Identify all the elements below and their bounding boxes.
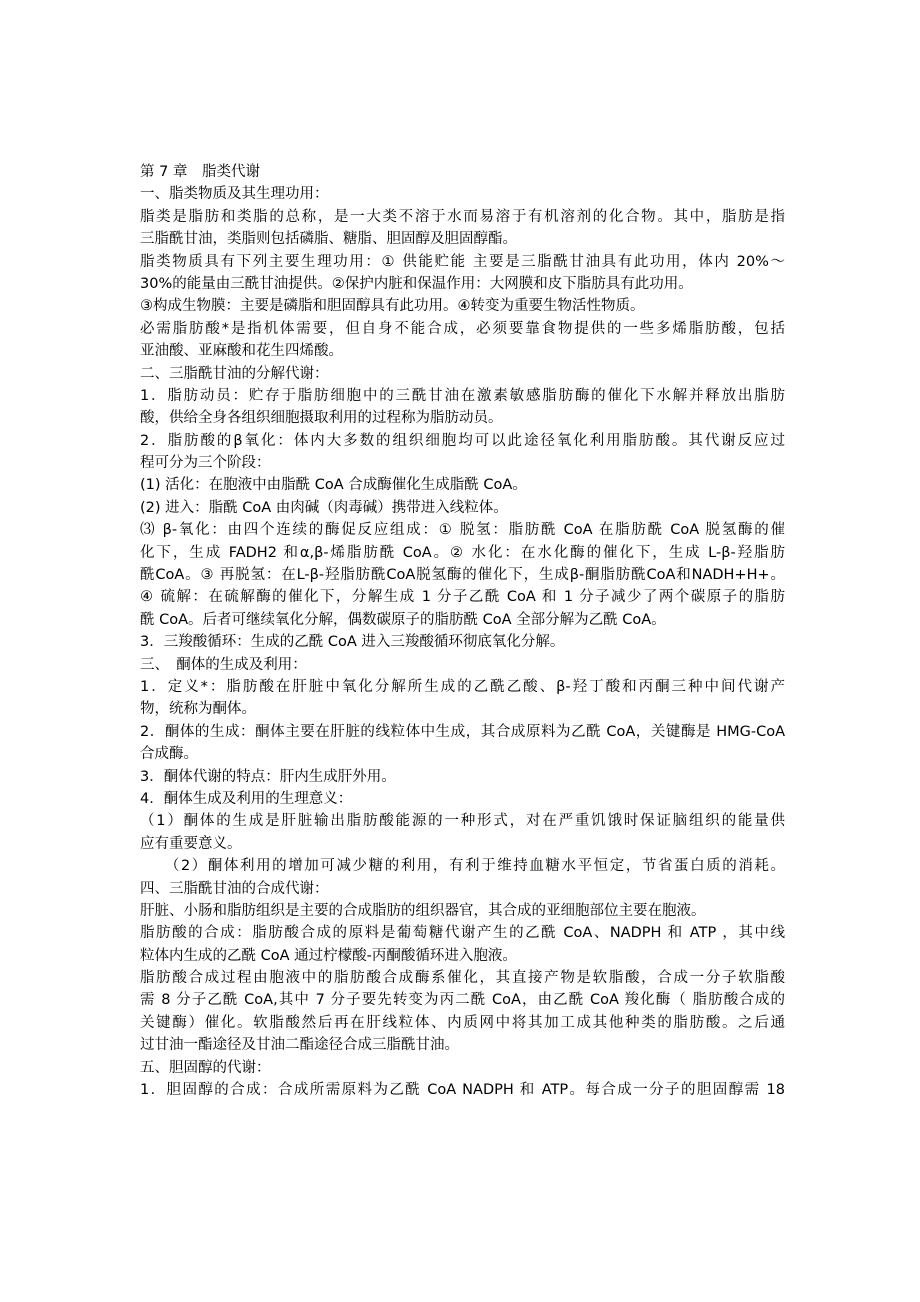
text-line: 脂肪酸的合成：脂肪酸合成的原料是葡萄糖代谢产生的乙酰 CoA、NADPH 和 ATP ，其中线 [140, 925, 785, 942]
text-line: 脂肪酸合成过程由胞液中的脂肪酸合成酶系催化，其直接产物是软脂酸，合成一分子软脂酸 [140, 970, 785, 987]
text-line: 3．三羧酸循环：生成的乙酰 CoA 进入三羧酸循环彻底氧化分解。 [140, 634, 565, 651]
text-line: （1）酮体的生成是肝脏输出脂肪酸能源的一种形式，对在严重饥饿时保证脑组织的能量供 [140, 813, 785, 830]
text-line: (2) 进入：脂酰 CoA 由肉碱（肉毒碱）携带进入线粒体。 [140, 499, 508, 516]
text-line: 肝脏、小肠和脂肪组织是主要的合成脂肪的组织器官，其合成的亚细胞部位主要在胞液。 [140, 902, 706, 919]
text-line: （2）酮体利用的增加可减少糖的利用，有利于维持血糖水平恒定，节省蛋白质的消耗。 [140, 858, 785, 875]
text-line: 酰 CoA。后者可继续氧化分解，偶数碳原子的脂肪酰 CoA 全部分解为乙酰 CoA。 [140, 611, 666, 628]
text-line: 化下，生成 FADH2 和α,β-烯脂肪酰 CoA。② 水化：在水化酶的催化下，生成 L-β-羟脂肪 [140, 544, 785, 561]
text-line: 2．脂肪酸的β氧化：体内大多数的组织细胞均可以此途径氧化利用脂肪酸。其代谢反应过 [140, 432, 785, 449]
text-line: 1．定义*：脂肪酸在肝脏中氧化分解所生成的乙酰乙酸、β-羟丁酸和丙酮三种中间代谢产 [140, 678, 785, 695]
text-line: ④ 硫解：在硫解酶的催化下，分解生成 1 分子乙酰 CoA 和 1 分子减少了两个碳原子的脂肪 [140, 589, 785, 606]
text-line: 二、三脂酰甘油的分解代谢： [140, 365, 329, 382]
text-line: 脂类物质具有下列主要生理功用：① 供能贮能 主要是三脂酰甘油具有此功用，体内 20%～ [140, 253, 785, 270]
text-line: 四、三脂酰甘油的合成代谢： [140, 880, 329, 897]
text-line: 必需脂肪酸*是指机体需要，但自身不能合成，必须要靠食物提供的一些多烯脂肪酸，包括 [140, 320, 785, 337]
text-line: 应有重要意义。 [140, 835, 242, 852]
text-line: ③构成生物膜：主要是磷脂和胆固醇具有此功用。④转变为重要生物活性物质。 [140, 298, 645, 315]
text-line: 2．酮体的生成：酮体主要在肝脏的线粒体中生成，其合成原料为乙酰 CoA，关键酶是 HMG-CoA [140, 723, 785, 740]
text-line: ⑶ β-氧化：由四个连续的酶促反应组成：① 脱氢：脂肪酰 CoA 在脂肪酰 CoA 脱氢酶的催 [140, 522, 785, 539]
text-line: 合成酶。 [140, 746, 198, 763]
text-line: 程可分为三个阶段： [140, 455, 271, 472]
text-line: 1．脂肪动员：贮存于脂肪细胞中的三酰甘油在激素敏感脂肪酶的催化下水解并释放出脂肪 [140, 387, 785, 404]
text-line: 粒体内生成的乙酰 CoA 通过柠檬酸-丙酮酸循环进入胞液。 [140, 947, 517, 964]
text-line: 脂类是脂肪和类脂的总称，是一大类不溶于水而易溶于有机溶剂的化合物。其中，脂肪是指 [140, 208, 785, 225]
text-line: 关键酶）催化。软脂酸然后再在肝线粒体、内质网中将其加工成其他种类的脂肪酸。之后通 [140, 1014, 785, 1031]
text-line: 五、胆固醇的代谢： [140, 1059, 271, 1076]
text-line: 30%的能量由三酰甘油提供。②保护内脏和保温作用：大网膜和皮下脂肪具有此功用。 [140, 275, 693, 292]
text-line: 第 7 章 脂类代谢 [140, 164, 260, 180]
text-line: 亚油酸、亚麻酸和花生四烯酸。 [140, 343, 343, 360]
text-line: 1．胆固醇的合成：合成所需原料为乙酰 CoA NADPH 和 ATP。每合成一分子的胆固醇需 18 [140, 1082, 785, 1099]
text-line: 物，统称为酮体。 [140, 701, 256, 718]
text-line: 三、 酮体的生成及利用： [140, 656, 307, 673]
text-line: 酸，供给全身各组织细胞摄取利用的过程称为脂肪动员。 [140, 410, 503, 427]
text-line: 一、脂类物质及其生理功用： [140, 186, 329, 203]
text-line: 过甘油一酯途径及甘油二酯途径合成三脂酰甘油。 [140, 1037, 459, 1054]
text-line: 3．酮体代谢的特点：肝内生成肝外用。 [140, 768, 396, 785]
text-line: (1) 活化：在胞液中由脂酰 CoA 合成酶催化生成脂酰 CoA。 [140, 477, 527, 494]
text-line: 三脂酰甘油，类脂则包括磷脂、糖脂、胆固醇及胆固醇酯。 [140, 231, 517, 248]
document-page [140, 161, 785, 1101]
text-line: 酰CoA。③ 再脱氢：在L-β-羟脂肪酰CoA脱氢酶的催化下，生成β-酮脂肪酰CoA和NADH+H+。 [140, 567, 785, 584]
text-line: 需 8 分子乙酰 CoA,其中 7 分子要先转变为丙二酰 CoA，由乙酰 CoA 羧化酶（ 脂肪酸合成的 [140, 992, 785, 1009]
text-line: 4．酮体生成及利用的生理意义： [140, 790, 353, 807]
